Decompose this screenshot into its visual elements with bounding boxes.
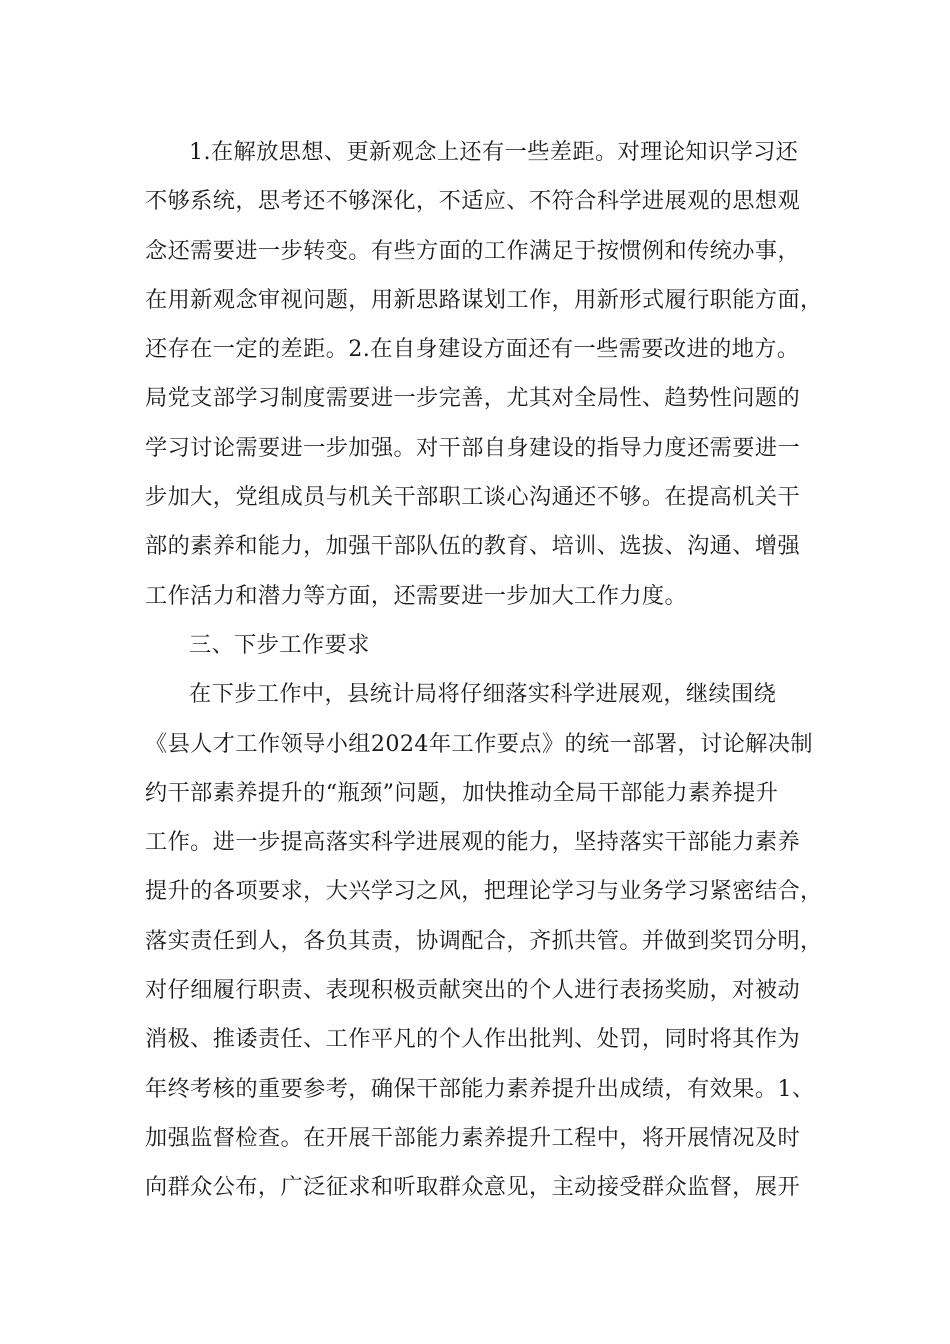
document-body bbox=[145, 128, 835, 1213]
text-line: 工作活力和潜力等方面，还需要进一步加大工作力度。 bbox=[145, 582, 688, 609]
text-line: 在用新观念审视问题，用新思路谋划工作，用新形式履行职能方面， bbox=[145, 286, 823, 313]
paragraph-shortcomings bbox=[145, 128, 835, 621]
text-line: 1.在解放思想、更新观念上还有一些差距。对理论知识学习还 bbox=[189, 139, 799, 165]
text-line: 步加大，党组成员与机关干部职工谈心沟通还不够。在提高机关干 bbox=[145, 484, 801, 511]
text-line: 《县人才工作领导小组2024年工作要点》的统一部署，讨论解决制 bbox=[145, 730, 813, 757]
text-line: 还存在一定的差距。2.在自身建设方面还有一些需要改进的地方。 bbox=[145, 336, 800, 363]
section-heading: 三、下步工作要求 bbox=[189, 631, 370, 658]
paragraph-next-steps bbox=[145, 670, 835, 1212]
text-line: 落实责任到人，各负其责，协调配合，齐抓共管。并做到奖罚分明， bbox=[145, 927, 823, 954]
text-line: 加强监督检查。在开展干部能力素养提升工程中，将开展情况及时 bbox=[145, 1124, 801, 1151]
text-line: 消极、推诿责任、工作平凡的个人作出批判、处罚，同时将其作为 bbox=[145, 1026, 801, 1053]
text-line: 工作。进一步提高落实科学进展观的能力，坚持落实干部能力素养 bbox=[145, 829, 801, 856]
text-line: 不够系统，思考还不够深化，不适应、不符合科学进展观的思想观 bbox=[145, 188, 801, 215]
text-line: 对仔细履行职责、表现积极贡献突出的个人进行表扬奖励，对被动 bbox=[145, 977, 801, 1004]
text-line: 局党支部学习制度需要进一步完善，尤其对全局性、趋势性问题的 bbox=[145, 385, 801, 412]
text-line: 在下步工作中，县统计局将仔细落实科学进展观，继续围绕 bbox=[189, 681, 777, 708]
text-line: 学习讨论需要进一步加强。对干部自身建设的指导力度还需要进一 bbox=[145, 434, 801, 461]
text-line: 部的素养和能力，加强干部队伍的教育、培训、选拔、沟通、增强 bbox=[145, 533, 801, 560]
text-line: 向群众公布，广泛征求和听取群众意见，主动接受群众监督，展开 bbox=[145, 1174, 801, 1201]
text-line: 年终考核的重要参考，确保干部能力素养提升出成绩，有效果。1、 bbox=[145, 1075, 815, 1102]
text-line: 约干部素养提升的“瓶颈”问题，加快推动全局干部能力素养提升 bbox=[145, 779, 779, 806]
text-line: 提升的各项要求，大兴学习之风，把理论学习与业务学习紧密结合， bbox=[145, 878, 823, 905]
text-line: 念还需要进一步转变。有些方面的工作满足于按惯例和传统办事， bbox=[145, 237, 801, 264]
